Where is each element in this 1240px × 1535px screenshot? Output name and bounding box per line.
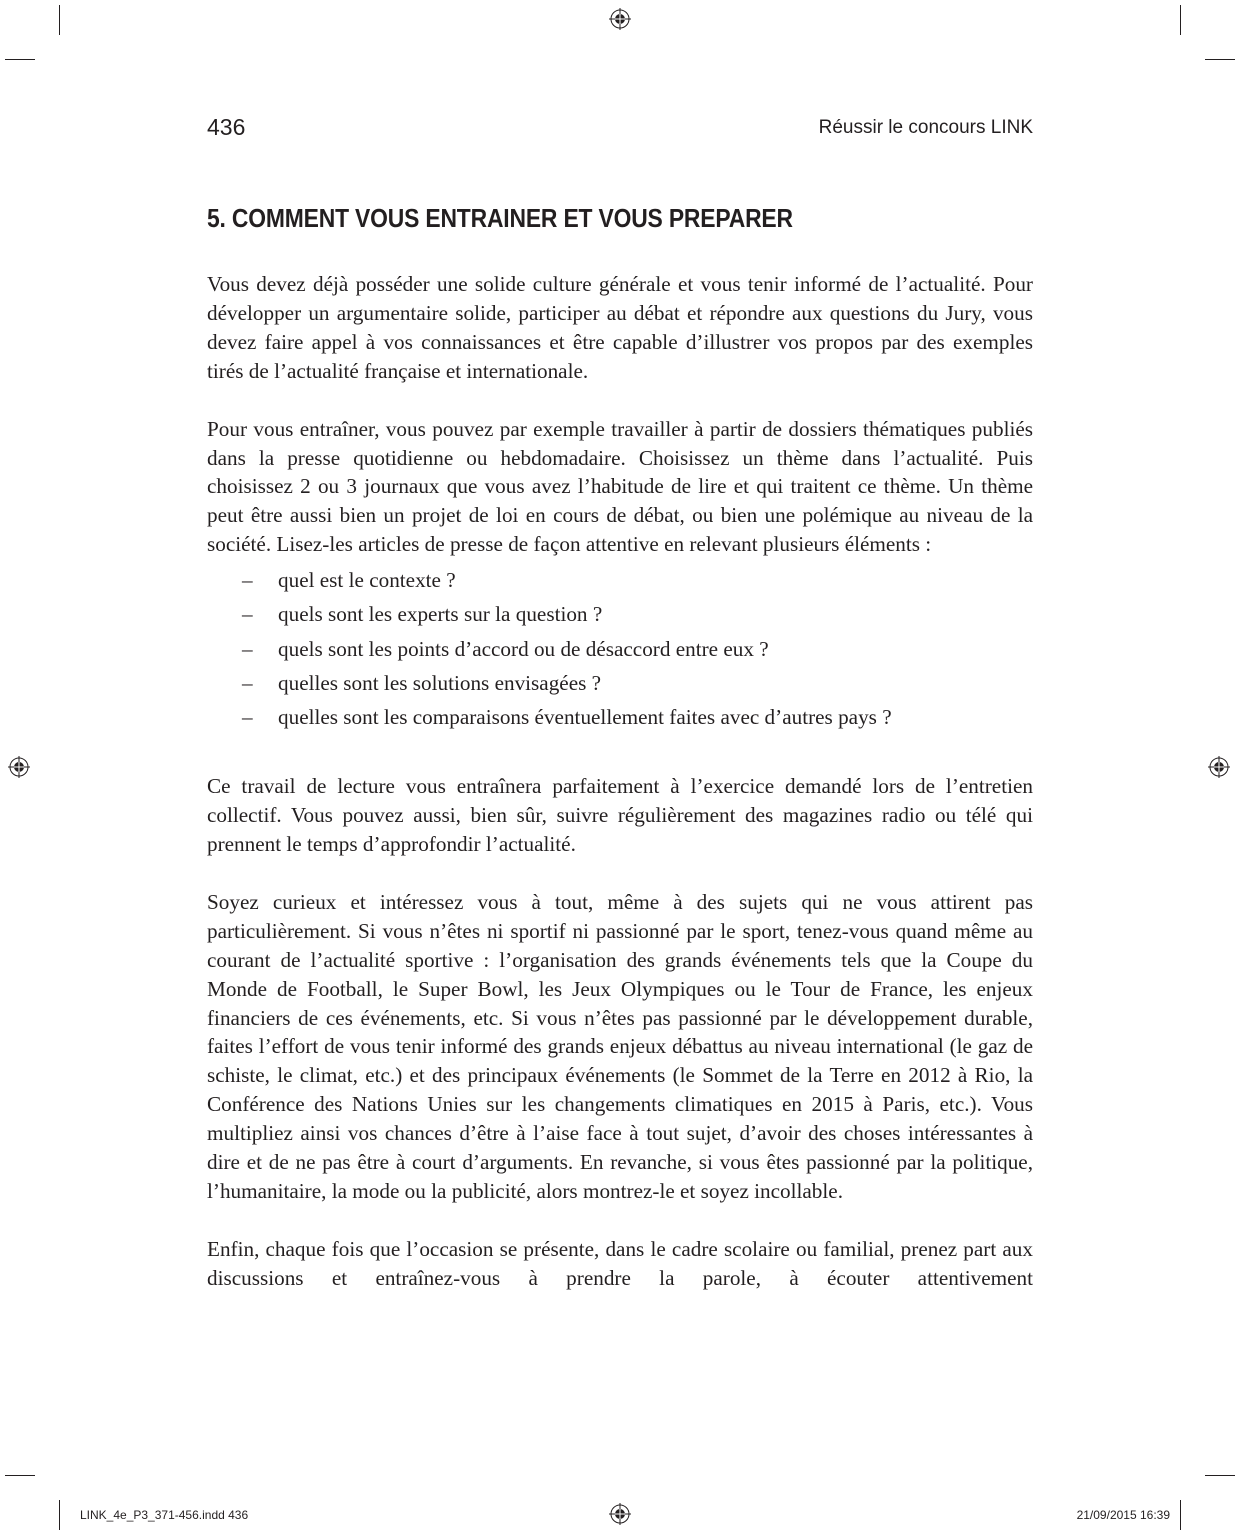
list-item-text: quelles sont les solutions envisagées ?: [278, 670, 602, 695]
list-item-text: quels sont les experts sur la question ?: [278, 602, 603, 627]
list-item-text: quel est le contexte ?: [278, 568, 456, 593]
slug-datetime: 21/09/2015 16:39: [1076, 1508, 1170, 1522]
registration-mark-top-icon: [609, 8, 631, 30]
registration-mark-bottom-icon: [609, 1503, 631, 1525]
registration-mark-left-icon: [8, 756, 30, 778]
paragraph-curiosity: Soyez curieux et intéressez vous à tout, même à des sujets qui ne vous attirent pas particulièrement. Si vous n’êtes ni sportif ni passionné par le sport, tenez-vous quand même au courant de l’actualité sportive : l’organisation des grands événements tels que la Coupe du Monde de Football, le Super Bowl, les Jeux Olympiques ou le Tour de France, les enjeux financiers de ces événements, etc. Si vous n’êtes pas passionné par le développement durable, faites l’effort de vous tenir informé des grands enjeux débattus au niveau international (le gaz de schiste, le climat, etc.) et des principaux événements (le Sommet de la Terre en 2012 à Rio, la Conférence des Nations Unies sur les changements climatiques en 2015 à Paris, etc.). Vous multipliez ainsi vos chances d’être à l’aise face à tout sujet, d’avoir des choses intéressantes à dire et de ne pas être à court d’arguments. En revanche, si vous êtes passionné par la politique, l’humanitaire, la mode ou la publicité, alors montrez-le et soyez incollable.: [207, 889, 1033, 1203]
section-title: 5. COMMENT VOUS ENTRAINER ET VOUS PREPARER: [207, 203, 793, 233]
paragraph-training: Pour vous entraîner, vous pouvez par exemple travailler à partir de dossiers thématiques publiés dans la presse quotidienne ou hebdomadaire. Choisissez un thème dans l’actualité. Puis choisissez 2 ou 3 journaux que vous avez l’habitude de lire et qui traitent ce thème. Un thème peut être aussi bien un projet de loi en cours de débat, ou bien une polémique au niveau de la société. Lisez-les articles de presse de façon attentive en relevant plusieurs éléments :: [207, 416, 1033, 557]
body-text: [207, 270, 1033, 1293]
page-number: 436: [207, 114, 246, 140]
crop-mark-bottom-right-horizontal: [1205, 1475, 1235, 1476]
crop-mark-top-right-vertical: [1180, 5, 1181, 35]
crop-mark-top-right-horizontal: [1205, 59, 1235, 60]
list-item: [207, 563, 1033, 597]
list-dash: –: [242, 704, 253, 729]
crop-mark-bottom-left-vertical: [59, 1500, 60, 1530]
list-item: [207, 666, 1033, 700]
crop-mark-top-left-horizontal: [5, 59, 35, 60]
running-title: Réussir le concours LINK: [818, 117, 1033, 138]
list-dash: –: [242, 670, 253, 695]
crop-mark-bottom-right-vertical: [1180, 1500, 1181, 1530]
crop-mark-bottom-left-horizontal: [5, 1475, 35, 1476]
crop-mark-top-left-vertical: [59, 5, 60, 35]
registration-mark-right-icon: [1208, 756, 1230, 778]
paragraph-discussion: Enfin, chaque fois que l’occasion se présente, dans le cadre scolaire ou familial, prenez part aux discussions et entraînez-vous à prendre la parole, à écouter attentivement: [207, 1236, 1033, 1290]
list-item: [207, 597, 1033, 631]
list-item-text: quels sont les points d’accord ou de désaccord entre eux ?: [278, 636, 769, 661]
list-item: [207, 700, 1033, 734]
slug-file-name: LINK_4e_P3_371-456.indd 436: [80, 1508, 249, 1522]
list-dash: –: [242, 602, 253, 627]
list-dash: –: [242, 568, 253, 593]
list-item-text: quelles sont les comparaisons éventuellement faites avec d’autres pays ?: [278, 704, 892, 729]
question-list: [207, 563, 1033, 734]
list-item: [207, 632, 1033, 666]
list-dash: –: [242, 636, 253, 661]
paragraph-reading: Ce travail de lecture vous entraînera parfaitement à l’exercice demandé lors de l’entretien collectif. Vous pouvez aussi, bien sûr, suivre régulièrement des magazines radio ou télé qui prennent le temps d’approfondir l’actualité.: [207, 774, 1033, 856]
paragraph-intro: Vous devez déjà posséder une solide culture générale et vous tenir informé de l’actualité. Pour développer un argumentaire solide, participer au débat et répondre aux questions du Jury, vous devez faire appel à vos connaissances et être capable d’illustrer vos propos par des exemples tirés de l’actualité française et internationale.: [207, 272, 1033, 383]
